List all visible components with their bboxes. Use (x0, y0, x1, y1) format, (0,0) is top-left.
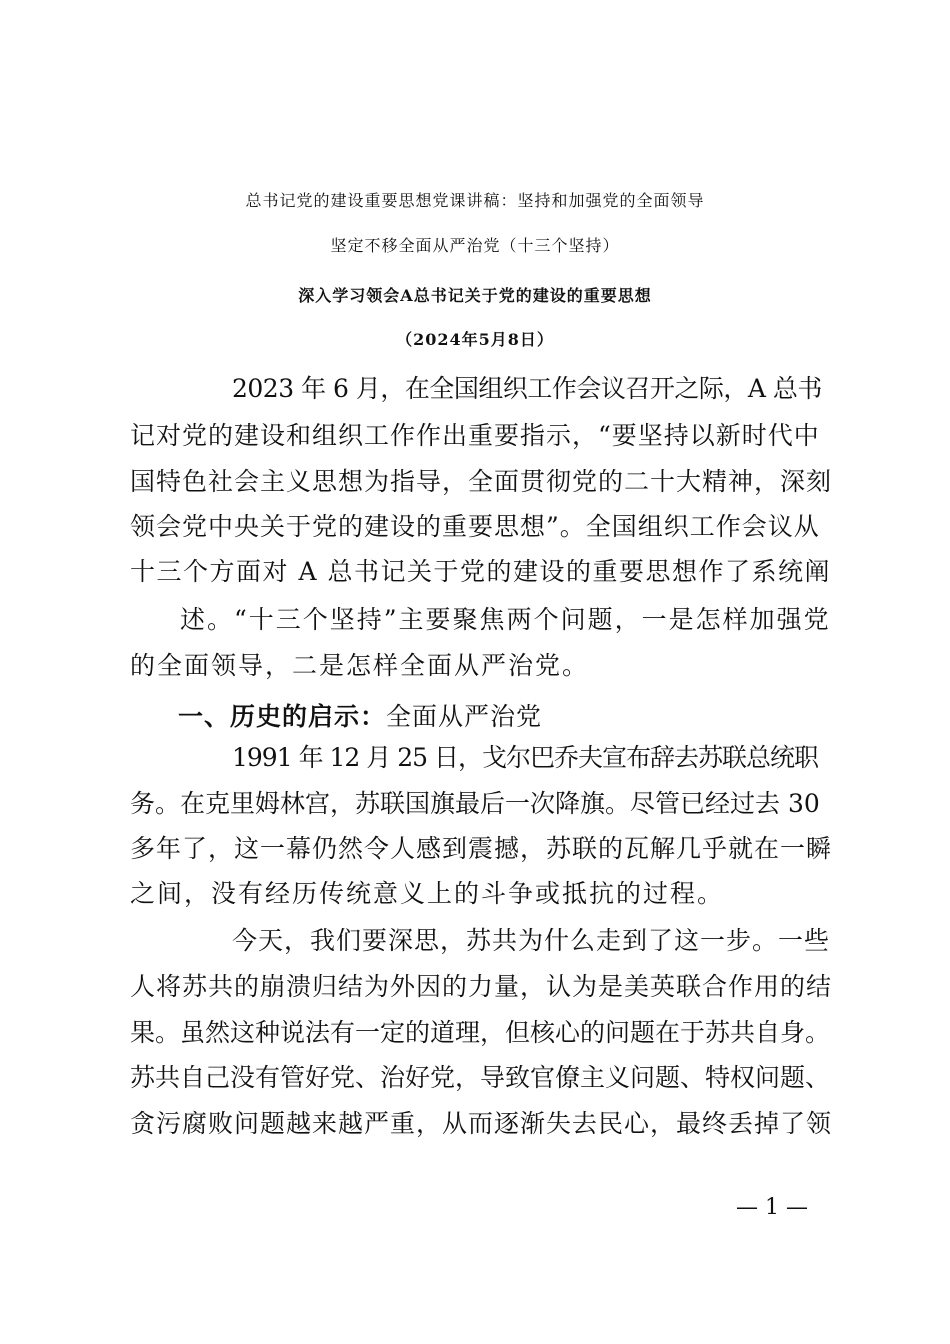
paragraph-1-line: 述。“十三个坚持”主要聚焦两个问题，一是怎样加强党 (180, 605, 831, 634)
paragraph-1-line: 记对党的建设和组织工作作出重要指示，“要坚持以新时代中 (130, 421, 820, 450)
paragraph-3-line: 贪污腐败问题越来越严重，从而逐渐失去民心，最终丢掉了领 (130, 1109, 833, 1138)
page-number: — 1 — (736, 1195, 808, 1220)
paragraph-2-line: 1991 年 12 月 25 日，戈尔巴乔夫宣布辞去苏联总统职 (232, 743, 818, 772)
paragraph-1-line: 十三个方面对 A 总书记关于党的建设的重要思想作了系统阐 (130, 557, 831, 586)
paragraph-1-line: 领会党中央关于党的建设的重要思想”。全国组织工作会议从 (130, 512, 820, 541)
paragraph-2-line: 多年了，这一幕仍然令人感到震撼，苏联的瓦解几乎就在一瞬 (130, 834, 833, 863)
document-title-line-2: 坚定不移全面从严治党（十三个坚持） (330, 236, 620, 255)
paragraph-1-line: 的全面领导，二是怎样全面从严治党。 (130, 651, 590, 680)
document-title-line-1: 总书记党的建设重要思想党课讲稿：坚持和加强党的全面领导 (245, 191, 705, 210)
paragraph-3-line: 人将苏共的崩溃归结为外因的力量，认为是美英联合作用的结 (130, 972, 833, 1001)
section-heading-text: 全面从严治党 (386, 702, 543, 731)
paragraph-1-line: 2023 年 6 月，在全国组织工作会议召开之际，A 总书 (232, 374, 822, 403)
paragraph-3-line: 果。虽然这种说法有一定的道理，但核心的问题在于苏共自身。 (130, 1018, 831, 1047)
paragraph-2-line: 之间，没有经历传统意义上的斗争或抵抗的过程。 (130, 879, 725, 908)
document-date: （2024年5月8日） (396, 330, 554, 349)
paragraph-2-line: 务。在克里姆林宫，苏联国旗最后一次降旗。尽管已经过去 30 (130, 789, 820, 818)
paragraph-3-line: 今天，我们要深思，苏共为什么走到了这一步。一些 (232, 926, 831, 955)
paragraph-1-line: 国特色社会主义思想为指导，全面贯彻党的二十大精神，深刻 (130, 467, 833, 496)
section-heading-bold: 一、历史的启示： (178, 702, 387, 731)
paragraph-3-line: 苏共自己没有管好党、治好党，导致官僚主义问题、特权问题、 (130, 1063, 831, 1092)
section-heading-1 (178, 697, 542, 733)
document-heading: 深入学习领会A总书记关于党的建设的重要思想 (298, 286, 652, 305)
